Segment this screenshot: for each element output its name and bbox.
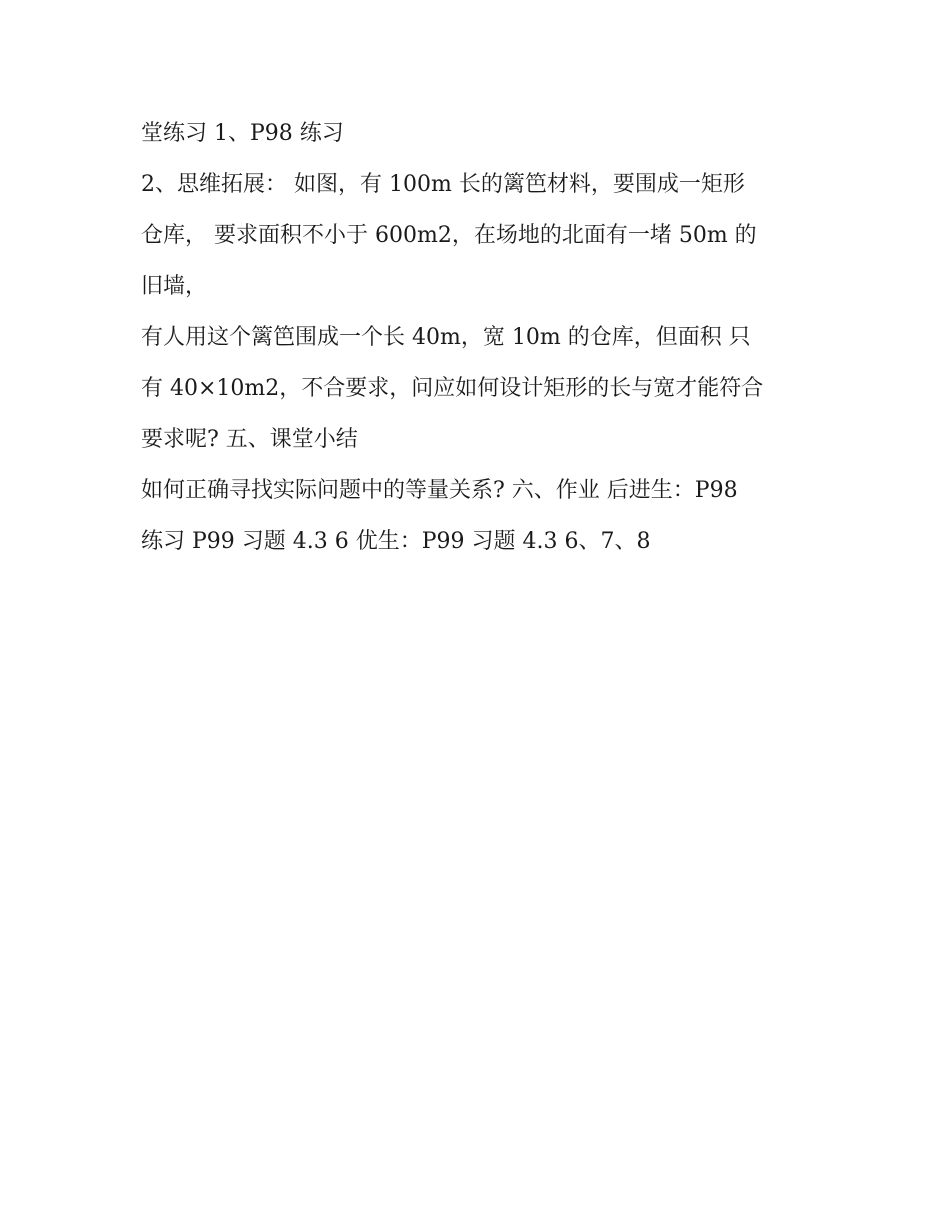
document-body xyxy=(141,108,821,567)
text-line-5: 有人用这个篱笆围成一个长 40m，宽 10m 的仓库，但面积 只 xyxy=(141,325,751,350)
text-line-2: 2、思维拓展： 如图，有 100m 长的篱笆材料，要围成一矩形 xyxy=(141,172,745,197)
text-line-6: 有 40×10m2，不合要求，问应如何设计矩形的长与宽才能符合 xyxy=(141,376,764,401)
text-line-7: 要求呢? 五、课堂小结 xyxy=(141,427,358,452)
text-line-4: 旧墙， xyxy=(141,274,208,299)
text-line-8: 如何正确寻找实际问题中的等量关系? 六、作业 后进生：P98 xyxy=(141,478,738,503)
text-line-1: 堂练习 1、P98 练习 xyxy=(141,121,344,146)
text-line-3: 仓库， 要求面积不小于 600m2，在场地的北面有一堵 50m 的 xyxy=(141,223,757,248)
text-line-9: 练习 P99 习题 4.3 6 优生：P99 习题 4.3 6、7、8 xyxy=(141,529,651,554)
